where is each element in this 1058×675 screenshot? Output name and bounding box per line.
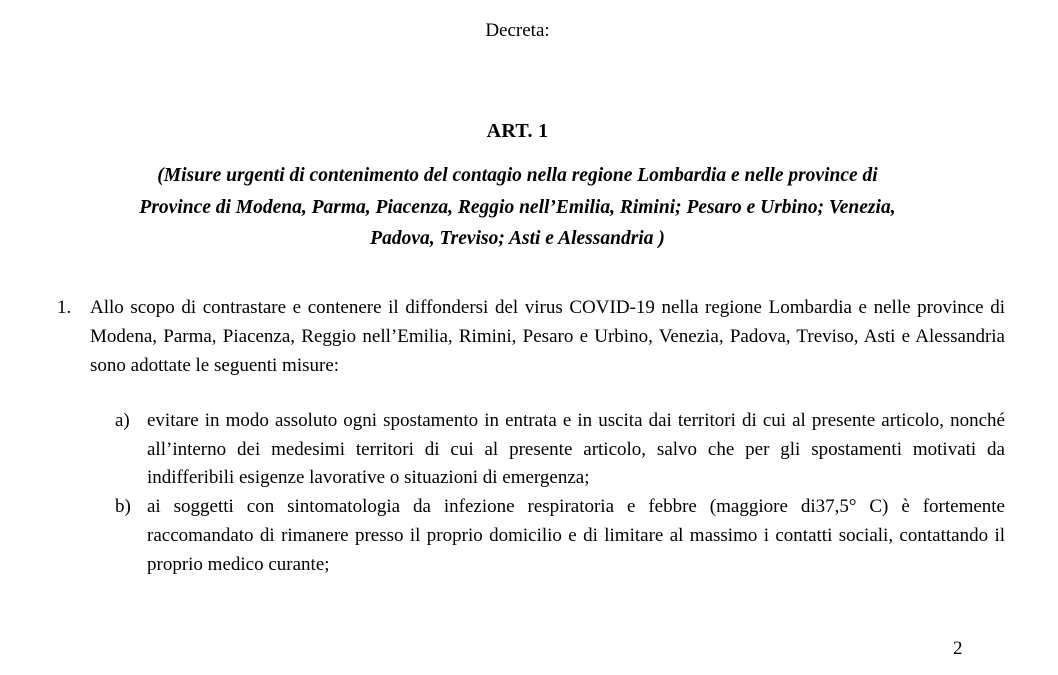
sub-item-a-text: evitare in modo assoluto ogni spostamento in entrata e in uscita dai territori di cui al presente articolo, nonché all’interno dei medesimi territori di cui al presente articolo, salvo che per gli spostamenti motivati da indifferibili esigenze lavorative o situazioni di emergenza;: [147, 410, 1005, 489]
article-subtitle-line-3: Padova, Treviso; Asti e Alessandria ): [370, 228, 665, 249]
sub-item-a: [115, 407, 1005, 493]
article-subtitle-line-2: Province di Modena, Parma, Piacenza, Reggio nell’Emilia, Rimini; Pesaro e Urbino; Venezia,: [139, 196, 896, 218]
sub-item-list: [115, 407, 1005, 579]
numbered-item-1-marker: 1.: [57, 297, 72, 318]
sub-item-a-marker: a): [115, 410, 130, 431]
article-subtitle-line-1: (Misure urgenti di contenimento del contagio nella regione Lombardia e nelle province di: [157, 165, 878, 186]
article-subtitle: [0, 160, 1035, 255]
numbered-item-1-text: Allo scopo di contrastare e contenere il diffondersi del virus COVID-19 nella regione Lombardia e nelle province di Modena, Parma, Piacenza, Reggio nell’Emilia, Rimini, Pesaro e Urbino, Venezia, Padova, Treviso, Asti e Alessandria sono adottate le seguenti misure:: [90, 297, 1005, 376]
article-title: ART. 1: [486, 120, 549, 142]
page-number: 2: [953, 638, 963, 659]
numbered-item-1: [57, 293, 1005, 380]
sub-item-b-text: ai soggetti con sintomatologia da infezione respiratoria e febbre (maggiore di37,5° C) è fortemente raccomandato di rimanere presso il proprio domicilio e di limitare al massimo i contatti sociali, contattando il proprio medico curante;: [147, 496, 1005, 575]
sub-item-b: [115, 493, 1005, 579]
sub-item-b-marker: b): [115, 496, 131, 518]
decreta-heading: Decreta:: [485, 20, 550, 41]
